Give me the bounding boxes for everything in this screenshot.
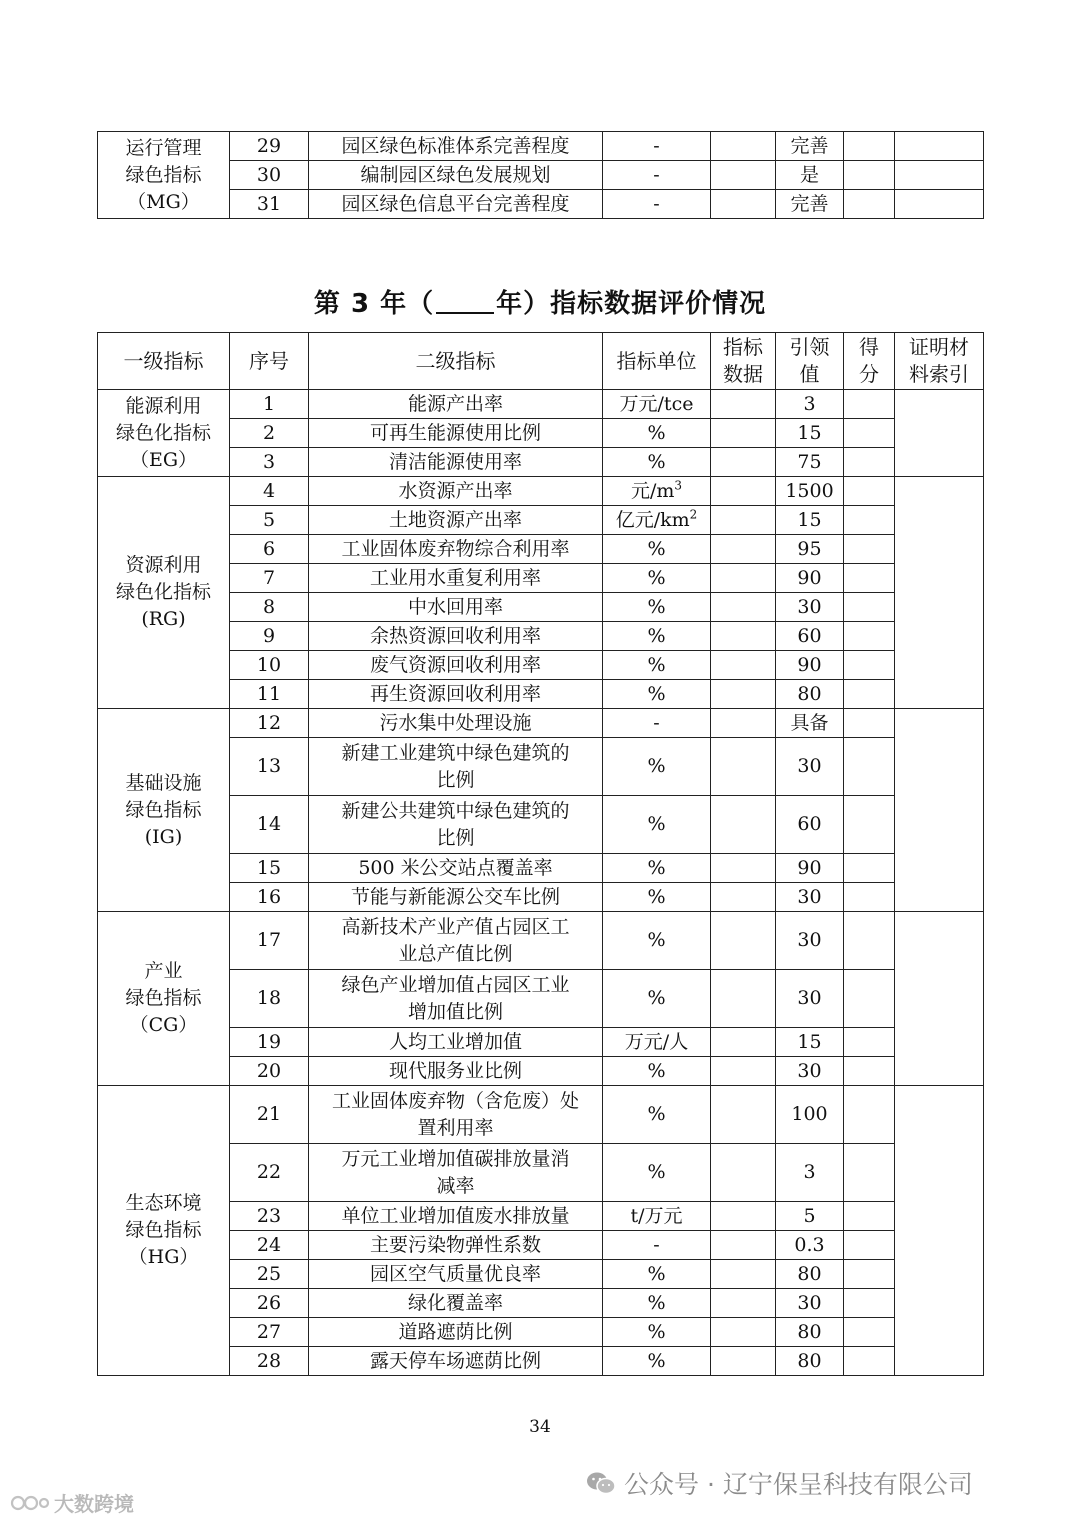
score-cell: [844, 1318, 895, 1347]
table-row: [98, 1318, 984, 1347]
header-line: 数据: [723, 362, 763, 386]
category-line: (RG): [141, 608, 186, 630]
header-level1: 一级指标: [98, 333, 230, 390]
indicator-name: 单位工业增加值废水排放量: [309, 1202, 603, 1231]
indicator-name: 主要污染物弹性系数: [309, 1231, 603, 1260]
indicator-unit: t/万元: [603, 1202, 711, 1231]
score-cell: [844, 883, 895, 912]
table-row: [98, 390, 984, 419]
target-value: 30: [776, 1289, 844, 1318]
indicator-data-cell: [711, 390, 776, 419]
indicator-name: 人均工业增加值: [309, 1028, 603, 1057]
indicator-unit: -: [603, 132, 711, 161]
target-value: 30: [776, 883, 844, 912]
score-cell: [844, 132, 895, 161]
score-cell: [844, 738, 895, 796]
table-row: [98, 970, 984, 1028]
unit-text: 元/m: [630, 479, 675, 502]
category-line: （MG）: [127, 190, 200, 213]
indicator-name: 道路遮荫比例: [309, 1318, 603, 1347]
score-cell: [844, 622, 895, 651]
row-number: 16: [230, 883, 309, 912]
indicator-name: 园区绿色信息平台完善程度: [309, 190, 603, 219]
indicator-unit: %: [603, 448, 711, 477]
target-value: 30: [776, 1057, 844, 1086]
target-value: 3: [776, 1144, 844, 1202]
table-row: [98, 854, 984, 883]
target-value: 80: [776, 1347, 844, 1376]
target-value: 是: [776, 161, 844, 190]
score-cell: [844, 390, 895, 419]
indicator-unit: %: [603, 738, 711, 796]
row-number: 3: [230, 448, 309, 477]
table-row: [98, 796, 984, 854]
row-number: 13: [230, 738, 309, 796]
table-row: [98, 1144, 984, 1202]
score-cell: [844, 1260, 895, 1289]
row-number: 6: [230, 535, 309, 564]
name-line: 新建公共建筑中绿色建筑的: [341, 799, 570, 822]
category-line: 绿色指标: [125, 163, 202, 186]
indicator-unit: -: [603, 161, 711, 190]
target-value: 30: [776, 738, 844, 796]
corner-watermark: [10, 1488, 134, 1517]
category-cell-ig: [98, 709, 230, 912]
score-cell: [844, 680, 895, 709]
table-row: [98, 535, 984, 564]
indicator-unit: [603, 506, 711, 535]
row-number: 25: [230, 1260, 309, 1289]
page-number: 34: [529, 1417, 551, 1437]
table-row: [98, 709, 984, 738]
indicator-unit: %: [603, 1260, 711, 1289]
row-number: 23: [230, 1202, 309, 1231]
target-value: 80: [776, 1318, 844, 1347]
indicator-unit: -: [603, 709, 711, 738]
row-number: 12: [230, 709, 309, 738]
indicator-evaluation-table: [97, 332, 984, 1376]
table-row: [98, 564, 984, 593]
evidence-cell: [895, 1086, 984, 1376]
category-line: 生态环境: [125, 1192, 202, 1214]
category-line: 绿色指标: [125, 1219, 202, 1241]
category-cell-rg: [98, 477, 230, 709]
header-line: 证明材: [909, 335, 969, 359]
table-row: [98, 1086, 984, 1144]
header-no: 序号: [230, 333, 309, 390]
target-value: 0.3: [776, 1231, 844, 1260]
category-line: (IG): [144, 825, 183, 848]
header-unit: 指标单位: [603, 333, 711, 390]
header-line: 引领: [789, 335, 830, 359]
indicator-unit: %: [603, 419, 711, 448]
indicator-data-cell: [711, 1086, 776, 1144]
row-number: 10: [230, 651, 309, 680]
row-number: 18: [230, 970, 309, 1028]
score-cell: [844, 593, 895, 622]
unit-text: 亿元/km: [615, 508, 690, 531]
indicator-unit: %: [603, 651, 711, 680]
indicator-data-cell: [711, 651, 776, 680]
indicator-data-cell: [711, 161, 776, 190]
indicator-data-cell: [711, 506, 776, 535]
indicator-unit: %: [603, 535, 711, 564]
table-row: [98, 161, 984, 190]
header-target: [776, 333, 844, 390]
name-line: 置利用率: [417, 1116, 494, 1139]
table-row: [98, 622, 984, 651]
row-number: 20: [230, 1057, 309, 1086]
indicator-data-cell: [711, 883, 776, 912]
category-line: 基础设施: [125, 771, 202, 794]
row-number: 15: [230, 854, 309, 883]
table-row: [98, 1347, 984, 1376]
category-cell-mg: [98, 132, 230, 219]
indicator-data-cell: [711, 1289, 776, 1318]
table-row: [98, 1202, 984, 1231]
wechat-account-name: 公众号 · 辽宁保呈科技有限公司: [624, 1470, 973, 1499]
indicator-data-cell: [711, 190, 776, 219]
score-cell: [844, 1289, 895, 1318]
score-cell: [844, 1347, 895, 1376]
indicator-data-cell: [711, 854, 776, 883]
table-row: [98, 1231, 984, 1260]
indicator-unit: -: [603, 190, 711, 219]
section-title: [0, 283, 1080, 320]
indicator-unit: %: [603, 622, 711, 651]
name-line: 业总产值比例: [398, 942, 513, 965]
row-number: 17: [230, 912, 309, 970]
indicator-unit: %: [603, 854, 711, 883]
score-cell: [844, 1231, 895, 1260]
row-number: 1: [230, 390, 309, 419]
header-line: 得: [859, 335, 879, 359]
target-value: 15: [776, 506, 844, 535]
category-cell-cg: [98, 912, 230, 1086]
indicator-name: 工业固体废弃物综合利用率: [309, 535, 603, 564]
target-value: 60: [776, 796, 844, 854]
score-cell: [844, 506, 895, 535]
indicator-unit: %: [603, 970, 711, 1028]
table-row: [98, 132, 984, 161]
indicator-name: [309, 970, 603, 1028]
name-line: 减率: [436, 1174, 475, 1197]
indicator-name: [309, 1144, 603, 1202]
target-value: 80: [776, 1260, 844, 1289]
table-row: [98, 680, 984, 709]
table-row: [98, 419, 984, 448]
indicator-unit: %: [603, 1347, 711, 1376]
header-line: 料索引: [909, 362, 969, 386]
target-value: 1500: [776, 477, 844, 506]
row-number: 19: [230, 1028, 309, 1057]
indicator-data-cell: [711, 419, 776, 448]
header-score: [844, 333, 895, 390]
evidence-cell: [895, 390, 984, 477]
indicator-name: [309, 1086, 603, 1144]
target-value: 30: [776, 593, 844, 622]
row-number: 28: [230, 1347, 309, 1376]
indicator-data-cell: [711, 970, 776, 1028]
indicator-data-cell: [711, 535, 776, 564]
evidence-cell: [895, 709, 984, 912]
wechat-watermark: [586, 1465, 973, 1501]
target-value: 90: [776, 651, 844, 680]
indicator-data-cell: [711, 132, 776, 161]
wechat-icon: [586, 1470, 616, 1496]
name-line: 增加值比例: [407, 1000, 503, 1023]
table-row: [98, 1057, 984, 1086]
category-cell-eg: [98, 390, 230, 477]
indicator-name: 园区空气质量优良率: [309, 1260, 603, 1289]
row-number: 9: [230, 622, 309, 651]
name-line: 高新技术产业产值占园区工: [341, 915, 570, 938]
indicator-name: 现代服务业比例: [309, 1057, 603, 1086]
table-row: [98, 912, 984, 970]
indicator-name: 污水集中处理设施: [309, 709, 603, 738]
header-level2: 二级指标: [309, 333, 603, 390]
category-cell-hg: [98, 1086, 230, 1376]
indicator-data-cell: [711, 1057, 776, 1086]
score-cell: [844, 535, 895, 564]
header-line: 指标: [723, 335, 763, 359]
table-row: [98, 448, 984, 477]
indicator-name: 水资源产出率: [309, 477, 603, 506]
title-prefix: 第 3 年（: [313, 289, 435, 319]
header-line: 分: [859, 362, 879, 386]
score-cell: [844, 1202, 895, 1231]
brand-logo-icon: [10, 1492, 50, 1514]
row-number: 30: [230, 161, 309, 190]
indicator-data-cell: [711, 738, 776, 796]
title-suffix: 年）指标数据评价情况: [496, 289, 767, 319]
score-cell: [844, 1086, 895, 1144]
row-number: 8: [230, 593, 309, 622]
target-value: 30: [776, 912, 844, 970]
indicator-data-cell: [711, 564, 776, 593]
indicator-name: 编制园区绿色发展规划: [309, 161, 603, 190]
target-value: 75: [776, 448, 844, 477]
evidence-cell: [895, 190, 984, 219]
indicator-unit: 万元/tce: [603, 390, 711, 419]
name-line: 工业固体废弃物（含危废）处: [331, 1089, 579, 1112]
indicator-name: 土地资源产出率: [309, 506, 603, 535]
row-number: 31: [230, 190, 309, 219]
indicator-name: 能源产出率: [309, 390, 603, 419]
target-value: 完善: [776, 190, 844, 219]
year-blank-line: [436, 290, 494, 314]
indicator-data-cell: [711, 912, 776, 970]
score-cell: [844, 419, 895, 448]
target-value: 80: [776, 680, 844, 709]
indicator-unit: %: [603, 1289, 711, 1318]
indicator-unit: %: [603, 883, 711, 912]
indicator-name: [309, 738, 603, 796]
target-value: 95: [776, 535, 844, 564]
row-number: 5: [230, 506, 309, 535]
row-number: 27: [230, 1318, 309, 1347]
name-line: 万元工业增加值碳排放量消: [341, 1147, 570, 1170]
category-line: （EG）: [129, 448, 198, 471]
score-cell: [844, 1057, 895, 1086]
target-value: 3: [776, 390, 844, 419]
row-number: 7: [230, 564, 309, 593]
score-cell: [844, 709, 895, 738]
table-row: [98, 506, 984, 535]
indicator-unit: %: [603, 564, 711, 593]
score-cell: [844, 190, 895, 219]
indicator-data-cell: [711, 593, 776, 622]
indicator-data-cell: [711, 1318, 776, 1347]
table-row: [98, 593, 984, 622]
evidence-cell: [895, 132, 984, 161]
target-value: 30: [776, 970, 844, 1028]
category-line: （HG）: [128, 1246, 199, 1268]
indicator-unit: %: [603, 912, 711, 970]
table-row: [98, 190, 984, 219]
table-row: [98, 477, 984, 506]
indicator-unit: %: [603, 1318, 711, 1347]
header-data: [711, 333, 776, 390]
table-row: [98, 1260, 984, 1289]
indicator-data-cell: [711, 709, 776, 738]
category-line: 资源利用: [125, 554, 202, 576]
name-line: 新建工业建筑中绿色建筑的: [341, 741, 570, 764]
target-value: 15: [776, 419, 844, 448]
row-number: 29: [230, 132, 309, 161]
unit-superscript: 2: [689, 507, 698, 522]
indicator-unit: %: [603, 680, 711, 709]
indicator-name: 余热资源回收利用率: [309, 622, 603, 651]
name-line: 绿色产业增加值占园区工业: [341, 973, 570, 996]
target-value: 90: [776, 564, 844, 593]
score-cell: [844, 161, 895, 190]
table-row: [98, 651, 984, 680]
indicator-data-cell: [711, 796, 776, 854]
indicator-name: [309, 796, 603, 854]
indicator-name: 废气资源回收利用率: [309, 651, 603, 680]
indicator-unit: [603, 477, 711, 506]
row-number: 22: [230, 1144, 309, 1202]
category-line: 运行管理: [125, 136, 202, 159]
target-value: 100: [776, 1086, 844, 1144]
operation-management-table: [97, 131, 984, 219]
table-row: [98, 738, 984, 796]
indicator-data-cell: [711, 1231, 776, 1260]
indicator-data-cell: [711, 1347, 776, 1376]
score-cell: [844, 651, 895, 680]
category-line: 绿色化指标: [115, 421, 211, 444]
table-header-row: [98, 333, 984, 390]
target-value: 完善: [776, 132, 844, 161]
evidence-cell: [895, 477, 984, 709]
score-cell: [844, 477, 895, 506]
category-line: （CG）: [129, 1014, 198, 1036]
indicator-data-cell: [711, 680, 776, 709]
indicator-name: 节能与新能源公交车比例: [309, 883, 603, 912]
unit-superscript: 3: [674, 478, 683, 493]
row-number: 14: [230, 796, 309, 854]
indicator-data-cell: [711, 448, 776, 477]
target-value: 60: [776, 622, 844, 651]
category-line: 能源利用: [125, 394, 202, 417]
indicator-name: 工业用水重复利用率: [309, 564, 603, 593]
header-line: 值: [799, 362, 820, 386]
corner-watermark-text: 大数跨境: [54, 1492, 134, 1516]
indicator-unit: %: [603, 1086, 711, 1144]
indicator-unit: %: [603, 796, 711, 854]
category-line: 产业: [144, 960, 183, 982]
indicator-data-cell: [711, 1202, 776, 1231]
score-cell: [844, 1144, 895, 1202]
indicator-unit: -: [603, 1231, 711, 1260]
table-row: [98, 883, 984, 912]
score-cell: [844, 912, 895, 970]
indicator-name: 中水回用率: [309, 593, 603, 622]
table-row: [98, 1028, 984, 1057]
indicator-name: 清洁能源使用率: [309, 448, 603, 477]
indicator-unit: %: [603, 1057, 711, 1086]
indicator-unit: %: [603, 1144, 711, 1202]
row-number: 26: [230, 1289, 309, 1318]
name-line: 比例: [436, 768, 475, 791]
score-cell: [844, 448, 895, 477]
score-cell: [844, 796, 895, 854]
indicator-unit: %: [603, 593, 711, 622]
row-number: 4: [230, 477, 309, 506]
indicator-data-cell: [711, 1144, 776, 1202]
indicator-data-cell: [711, 1260, 776, 1289]
indicator-name: 绿化覆盖率: [309, 1289, 603, 1318]
evidence-cell: [895, 161, 984, 190]
category-line: 绿色化指标: [115, 581, 211, 603]
score-cell: [844, 564, 895, 593]
indicator-name: [309, 912, 603, 970]
header-evidence: [895, 333, 984, 390]
indicator-name: 再生资源回收利用率: [309, 680, 603, 709]
indicator-name: 露天停车场遮荫比例: [309, 1347, 603, 1376]
table-row: [98, 1289, 984, 1318]
row-number: 24: [230, 1231, 309, 1260]
row-number: 11: [230, 680, 309, 709]
category-line: 绿色指标: [125, 987, 202, 1009]
indicator-data-cell: [711, 477, 776, 506]
score-cell: [844, 854, 895, 883]
target-value: 5: [776, 1202, 844, 1231]
target-value: 具备: [776, 709, 844, 738]
indicator-data-cell: [711, 622, 776, 651]
indicator-unit: 万元/人: [603, 1028, 711, 1057]
score-cell: [844, 970, 895, 1028]
evidence-cell: [895, 912, 984, 1086]
indicator-name: 500 米公交站点覆盖率: [309, 854, 603, 883]
target-value: 90: [776, 854, 844, 883]
row-number: 21: [230, 1086, 309, 1144]
row-number: 2: [230, 419, 309, 448]
indicator-name: 可再生能源使用比例: [309, 419, 603, 448]
target-value: 15: [776, 1028, 844, 1057]
indicator-data-cell: [711, 1028, 776, 1057]
category-line: 绿色指标: [125, 798, 202, 821]
name-line: 比例: [436, 826, 475, 849]
score-cell: [844, 1028, 895, 1057]
indicator-name: 园区绿色标准体系完善程度: [309, 132, 603, 161]
